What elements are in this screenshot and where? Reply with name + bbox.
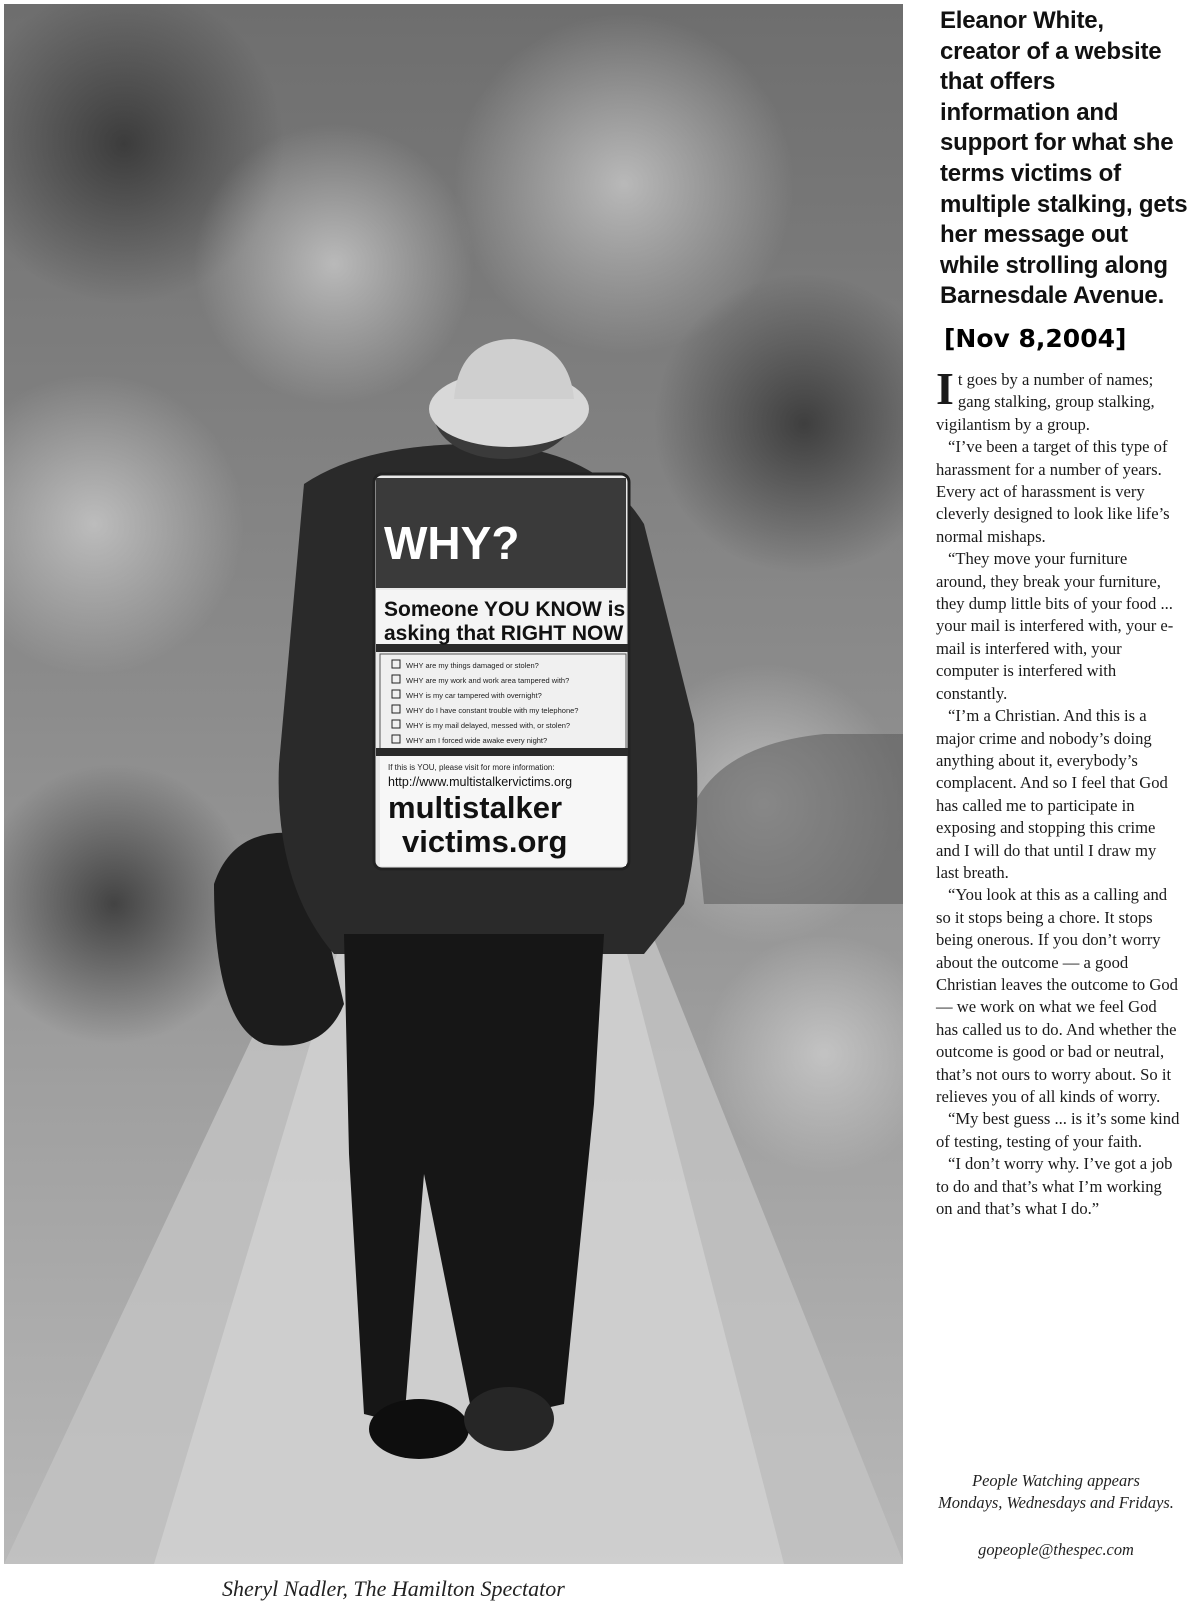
newspaper-photo [4, 4, 903, 1564]
sign-checklist-item: WHY is my mail delayed, messed with, or stolen? [406, 721, 571, 730]
sign-checklist-item: WHY am I forced wide awake every night? [406, 736, 548, 745]
column-schedule-note: People Watching appears Mondays, Wednesdays and Fridays. [938, 1471, 1174, 1513]
sign-checklist-item: WHY are my work and work area tampered with? [406, 676, 570, 685]
photo-credit: Sheryl Nadler, The Hamilton Spectator [222, 1576, 565, 1601]
date-stamp: [Nov 8,2004] [944, 324, 1127, 353]
photo-caption: Eleanor White, creator of a website that offers information and support for what she terms victims of multiple stalking, gets her message out while strolling along Barnesdale Avenue. [940, 7, 1188, 310]
article-body [936, 363, 1180, 1220]
article-paragraph: “I’m a Christian. And this is a major crime and nobody’s doing anything about it, everybody’s complacent. And so I feel that God has called me to participate in exposing and stopping this crime and I will do that until I draw my last breath. [936, 706, 1168, 882]
sign-banner-line1: Someone YOU KNOW is [384, 598, 626, 621]
article-paragraph: “They move your furniture around, they break your furniture, they dump little bits of your food ... your mail is interfered with, your e-mail is interfered with, your computer is interfered with constantly. [936, 549, 1174, 703]
sign-banner-line2: asking that RIGHT NOW [384, 622, 624, 645]
sign-checklist-item: WHY do I have constant trouble with my telephone? [406, 706, 579, 715]
contact-email: gopeople@thespec.com [978, 1540, 1134, 1559]
article-paragraph [936, 363, 1180, 436]
sign-checklist-item: WHY is my car tampered with overnight? [406, 691, 542, 700]
photo-illustration [4, 4, 903, 1564]
article-paragraph: “I’ve been a target of this type of harassment for a number of years. Every act of harassment is very cleverly designed to look like life’s normal mishaps. [936, 437, 1170, 546]
drop-cap: I [936, 363, 954, 414]
sign-domain-line1: multistalker [388, 790, 563, 825]
article-paragraph: “You look at this as a calling and so it stops being a chore. It stops being onerous. If you don’t worry about the outcome — a good Christian leaves the outcome to God — we work on what we feel God has called us to do. And whether the outcome is good or bad or neutral, that’s not ours to worry about. So it relieves you of all kinds of worry. [936, 885, 1178, 1106]
sign-url: http://www.multistalkervictims.org [388, 775, 573, 789]
sign-domain-line2: victims.org [402, 824, 568, 859]
article-first-paragraph-text: t goes by a number of names; gang stalking, group stalking, vigilantism by a group. [936, 370, 1155, 434]
sign-why-text: WHY? [384, 517, 520, 569]
article-paragraph: “I don’t worry why. I’ve got a job to do and that’s what I’m working on and that’s what I do.” [936, 1154, 1173, 1219]
sign-small-note: If this is YOU, please visit for more information: [388, 763, 555, 772]
article-paragraph: “My best guess ... is it’s some kind of testing, testing of your faith. [936, 1109, 1180, 1151]
sign-checklist-item: WHY are my things damaged or stolen? [406, 661, 539, 670]
